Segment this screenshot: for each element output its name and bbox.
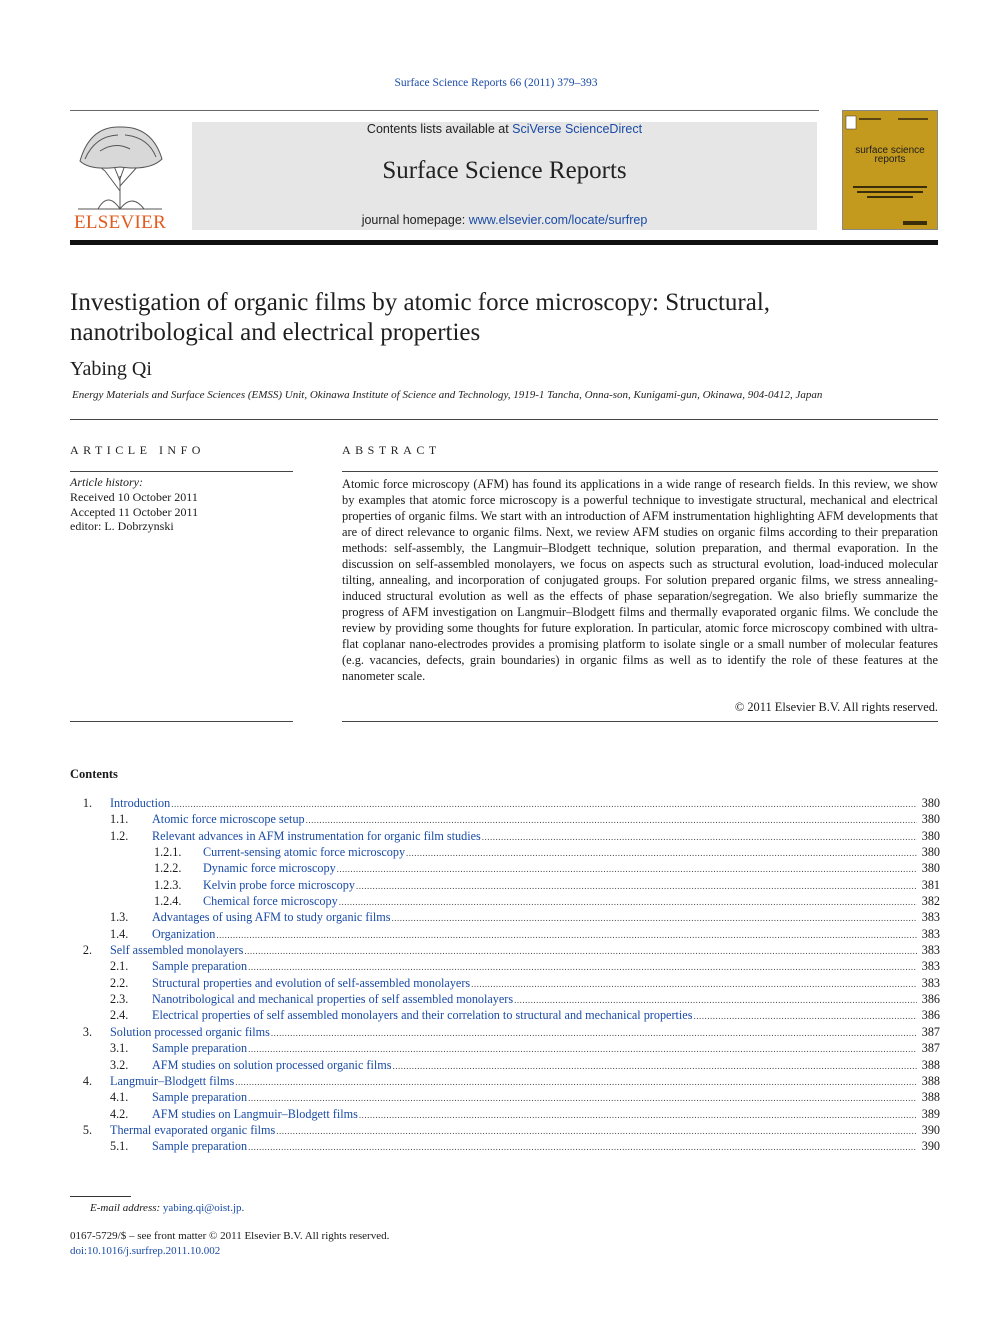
article-info-heading: ARTICLE INFO xyxy=(70,443,205,457)
toc-entry-title-link[interactable]: Introduction xyxy=(110,796,171,810)
editor-line: editor: L. Dobrzynski xyxy=(70,519,174,533)
toc-entry[interactable] xyxy=(70,1138,940,1154)
toc-entry-title-link[interactable]: Sample preparation xyxy=(152,959,248,974)
journal-homepage-line xyxy=(192,213,817,227)
toc-entry[interactable] xyxy=(70,844,940,860)
toc-entry-number: 2.4. xyxy=(110,1008,129,1023)
toc-entry[interactable] xyxy=(70,1007,940,1023)
toc-entry-page: 380 xyxy=(921,845,940,860)
author-affiliation: Energy Materials and Surface Sciences (EMSS) Unit, Okinawa Institute of Science and Technology, 1919-1 Tancha, Onna-son, Kunigami-gun, Okinawa, 904-0412, Japan xyxy=(72,389,823,401)
toc-entry-page: 388 xyxy=(921,1057,940,1072)
email-link[interactable]: yabing.qi@oist.jp. xyxy=(162,1202,245,1214)
toc-entry-page: 383 xyxy=(921,943,940,958)
toc-entry-title-link[interactable]: Solution processed organic films xyxy=(110,1024,270,1039)
toc-entry-page: 380 xyxy=(921,861,940,876)
toc-leader-dots xyxy=(271,1024,917,1041)
toc-entry-title-link[interactable]: Structural properties and evolution of self-assembled monolayers xyxy=(152,975,471,990)
toc-entry[interactable] xyxy=(70,893,940,909)
toc-entry-line xyxy=(152,1138,940,1155)
toc-leader-dots xyxy=(514,991,917,1008)
toc-entry-title-link[interactable]: Electrical properties of self assembled monolayers and their correlation to structural and mechanical properties xyxy=(152,1008,693,1023)
toc-entry-title-link[interactable]: AFM studies on Langmuir–Blodgett films xyxy=(152,1106,358,1121)
toc-entry-line xyxy=(152,828,940,845)
toc-entry-number: 1.2. xyxy=(110,828,129,843)
toc-entry[interactable] xyxy=(70,877,940,893)
toc-entry-number: 4.1. xyxy=(110,1090,129,1105)
toc-entry-line xyxy=(203,877,940,894)
toc-entry[interactable] xyxy=(70,991,940,1007)
toc-entry-number: 4. xyxy=(82,1073,92,1088)
toc-entry-title-link[interactable]: Sample preparation xyxy=(152,1041,248,1056)
toc-entry-line xyxy=(152,1106,940,1123)
toc-leader-dots xyxy=(244,942,917,959)
toc-entry-page: 382 xyxy=(921,894,940,909)
toc-entry-line xyxy=(152,975,940,992)
footnote-rule xyxy=(70,1196,131,1197)
toc-entry-line xyxy=(152,926,940,943)
toc-entry[interactable] xyxy=(70,795,940,811)
toc-entry-line xyxy=(110,1122,940,1139)
toc-entry-page: 383 xyxy=(921,926,940,941)
cover-title: surface science reports xyxy=(855,145,925,165)
toc-entry-line xyxy=(203,893,940,910)
contents-prefix: Contents lists available at xyxy=(366,122,513,136)
toc-entry-page: 380 xyxy=(921,796,940,810)
toc-leader-dots xyxy=(276,1122,917,1139)
contents-heading: Contents xyxy=(70,767,118,781)
toc-entry-title-link[interactable]: Current-sensing atomic force microscopy xyxy=(203,845,406,860)
toc-entry-page: 380 xyxy=(921,812,940,827)
toc-entry-line xyxy=(110,1024,940,1041)
issn-line: 0167-5729/$ – see front matter © 2011 Elsevier B.V. All rights reserved. xyxy=(70,1230,390,1242)
toc-entry-page: 386 xyxy=(921,1008,940,1023)
toc-entry-number: 1.2.1. xyxy=(154,845,182,860)
journal-reference[interactable]: Surface Science Reports 66 (2011) 379–393 xyxy=(394,77,598,89)
toc-entry-number: 2.1. xyxy=(110,959,129,974)
toc-entry[interactable] xyxy=(70,958,940,974)
author-name[interactable]: Yabing Qi xyxy=(70,358,152,380)
toc-entry-number: 3. xyxy=(82,1024,92,1039)
toc-leader-dots xyxy=(339,893,917,910)
toc-entry-line xyxy=(152,909,940,926)
toc-entry-page: 388 xyxy=(921,1090,940,1105)
toc-entry-title-link[interactable]: Thermal evaporated organic films xyxy=(110,1122,276,1137)
toc-leader-dots xyxy=(306,811,917,828)
toc-leader-dots xyxy=(337,860,917,877)
toc-entry-page: 387 xyxy=(921,1041,940,1056)
toc-entry[interactable] xyxy=(70,811,940,827)
toc-entry[interactable] xyxy=(70,909,940,925)
toc-entry[interactable] xyxy=(70,1089,940,1105)
affiliation-rule xyxy=(70,419,938,420)
contents-available-line xyxy=(192,122,817,136)
toc-entry-number: 5.1. xyxy=(110,1139,129,1154)
toc-entry-title-link[interactable]: Self assembled monolayers xyxy=(110,943,244,958)
toc-entry-number: 1.2.3. xyxy=(154,877,182,892)
toc-entry-line xyxy=(152,1089,940,1106)
toc-entry-line xyxy=(110,942,940,959)
toc-leader-dots xyxy=(693,1007,917,1024)
toc-entry-line xyxy=(152,991,940,1008)
toc-entry-title-link[interactable]: Langmuir–Blodgett films xyxy=(110,1073,235,1088)
toc-entry[interactable] xyxy=(70,1106,940,1122)
journal-homepage-link[interactable]: www.elsevier.com/locate/surfrep xyxy=(468,213,648,227)
email-label: E-mail address: xyxy=(90,1202,161,1214)
toc-leader-dots xyxy=(248,958,917,975)
toc-leader-dots xyxy=(482,828,917,845)
toc-entry-title-link[interactable]: Advantages of using AFM to study organic films xyxy=(152,910,391,925)
toc-leader-dots xyxy=(392,1057,917,1074)
journal-cover-thumbnail[interactable] xyxy=(842,110,938,230)
toc-entry-number: 3.1. xyxy=(110,1041,129,1056)
toc-entry-title-link[interactable]: Sample preparation xyxy=(152,1090,248,1105)
toc-entry-line xyxy=(110,795,940,812)
toc-entry-title-link[interactable]: Organization xyxy=(152,926,216,941)
abstract-text: Atomic force microscopy (AFM) has found its applications in a wide range of research fields. In this review, we show by examples that atomic force microscopy is a powerful technique to investigate structural, mechanical and electrical properties of organic films. We start with an introduction of AFM instrumentation highlighting AFM developments that are of direct relevance to organic films. Next, we review AFM studies on organic films according to their preparation methods: self-assembly, the Langmuir–Blodgett technique, solution preparation, and thermal evaporation. In the discussion on self-assembled monolayers, we focus on aspects such as structural evolution, load-induced molecular tilting, annealing, and incorporation of conjugated groups. For solution prepared organic films, we stress annealing-induced structural evolution as well as the effects of phase separation/segregation. We also briefly summarize the progress of AFM investigation on Langmuir–Blodgett films and thermally evaporated organic films. We conclude the review by providing some thoughts for future exploration. In particular, atomic force microscopy combined with ultra-flat coplanar nano-electrodes provides a promising platform to isolate single or a small number of molecular features (e.g. vacancies, defects, grain boundaries) in organic films as well as to identify the role of these features at the nanometer scale. xyxy=(342,477,938,683)
toc-entry[interactable] xyxy=(70,926,940,942)
toc-entry-page: 386 xyxy=(921,992,940,1007)
toc-entry[interactable] xyxy=(70,828,940,844)
toc-entry-page: 380 xyxy=(921,828,940,843)
toc-entry-title-link[interactable]: Dynamic force microscopy xyxy=(203,861,336,876)
toc-entry-line xyxy=(203,844,940,861)
toc-entry-page: 390 xyxy=(921,1122,940,1137)
toc-entry-title-link[interactable]: Nanotribological and mechanical properties of self assembled monolayers xyxy=(152,992,514,1007)
toc-entry-number: 4.2. xyxy=(110,1106,129,1121)
toc-entry-title-link[interactable]: Chemical force microscopy xyxy=(203,894,338,909)
toc-leader-dots xyxy=(216,926,917,943)
toc-entry-line xyxy=(152,1007,940,1024)
toc-entry[interactable] xyxy=(70,975,940,991)
toc-entry-page: 383 xyxy=(921,959,940,974)
header-top-rule xyxy=(70,110,819,111)
toc-leader-dots xyxy=(406,844,917,861)
toc-entry[interactable] xyxy=(70,1024,940,1040)
toc-entry-page: 387 xyxy=(921,1024,940,1039)
toc-entry-page: 383 xyxy=(921,975,940,990)
toc-entry-number: 1.2.4. xyxy=(154,894,182,909)
toc-leader-dots xyxy=(359,1106,917,1123)
accepted-date: Accepted 11 October 2011 xyxy=(70,505,199,519)
toc-entry-number: 2. xyxy=(82,943,92,958)
toc-entry-number: 1.2.2. xyxy=(154,861,182,876)
toc-entry-number: 1. xyxy=(82,796,92,810)
abstract-bottom-rule xyxy=(342,721,938,722)
sciencedirect-link[interactable]: SciVerse ScienceDirect xyxy=(512,122,643,136)
journal-name: Surface Science Reports xyxy=(382,157,627,184)
toc-entry[interactable] xyxy=(70,1073,940,1089)
toc-leader-dots xyxy=(248,1138,917,1155)
article-info-bottom-rule xyxy=(70,721,293,722)
toc-entry[interactable] xyxy=(70,1057,940,1073)
toc-leader-dots xyxy=(356,877,917,894)
toc-entry-title-link[interactable]: Atomic force microscope setup xyxy=(152,812,305,827)
toc-entry-title-link[interactable]: AFM studies on solution processed organic films xyxy=(152,1057,392,1072)
toc-entry-number: 2.2. xyxy=(110,975,129,990)
elsevier-wordmark: ELSEVIER xyxy=(73,212,167,233)
toc-leader-dots xyxy=(391,909,917,926)
toc-entry-line xyxy=(152,811,940,828)
toc-entry-title-link[interactable]: Kelvin probe force microscopy xyxy=(203,877,355,892)
toc-entry[interactable] xyxy=(70,942,940,958)
toc-entry-page: 389 xyxy=(921,1106,940,1121)
toc-entry-line xyxy=(110,1073,940,1090)
copyright-notice: © 2011 Elsevier B.V. All rights reserved. xyxy=(734,700,938,714)
toc-entry-number: 5. xyxy=(82,1122,92,1137)
toc-leader-dots xyxy=(235,1073,917,1090)
toc-entry-title-link[interactable]: Sample preparation xyxy=(152,1139,248,1154)
abstract-rule xyxy=(342,471,938,472)
toc-entry-number: 1.3. xyxy=(110,910,129,925)
toc-entry-number: 1.4. xyxy=(110,926,129,941)
toc-leader-dots xyxy=(248,1040,917,1057)
received-date: Received 10 October 2011 xyxy=(70,490,198,504)
abstract-heading: ABSTRACT xyxy=(342,443,441,457)
article-title: Investigation of organic films by atomic force microscopy: Structural, nanotribological and electrical properties xyxy=(70,289,771,346)
toc-entry-number: 2.3. xyxy=(110,992,129,1007)
toc-entry[interactable] xyxy=(70,860,940,876)
email-footnote xyxy=(90,1202,244,1214)
toc-entry-line xyxy=(152,1040,940,1057)
article-info-rule xyxy=(70,471,293,472)
toc-entry-line xyxy=(152,1057,940,1074)
toc-entry-number: 3.2. xyxy=(110,1057,129,1072)
toc-leader-dots xyxy=(248,1089,917,1106)
table-of-contents xyxy=(70,795,940,1155)
toc-entry-page: 390 xyxy=(921,1139,940,1154)
toc-entry[interactable] xyxy=(70,1122,940,1138)
toc-entry[interactable] xyxy=(70,1040,940,1056)
toc-entry-page: 383 xyxy=(921,910,940,925)
toc-entry-page: 388 xyxy=(921,1073,940,1088)
doi-link[interactable]: doi:10.1016/j.surfrep.2011.10.002 xyxy=(70,1245,221,1257)
article-history-label: Article history: xyxy=(70,475,143,489)
toc-leader-dots xyxy=(471,975,917,992)
toc-entry-page: 381 xyxy=(921,877,940,892)
toc-leader-dots xyxy=(171,795,917,812)
toc-entry-line xyxy=(152,958,940,975)
cover-decoration-icon xyxy=(843,111,937,229)
homepage-prefix: journal homepage: xyxy=(361,213,469,227)
toc-entry-title-link[interactable]: Relevant advances in AFM instrumentation for organic film studies xyxy=(152,828,481,843)
header-thick-rule xyxy=(70,240,938,245)
toc-entry-number: 1.1. xyxy=(110,812,129,827)
toc-entry-line xyxy=(203,860,940,877)
